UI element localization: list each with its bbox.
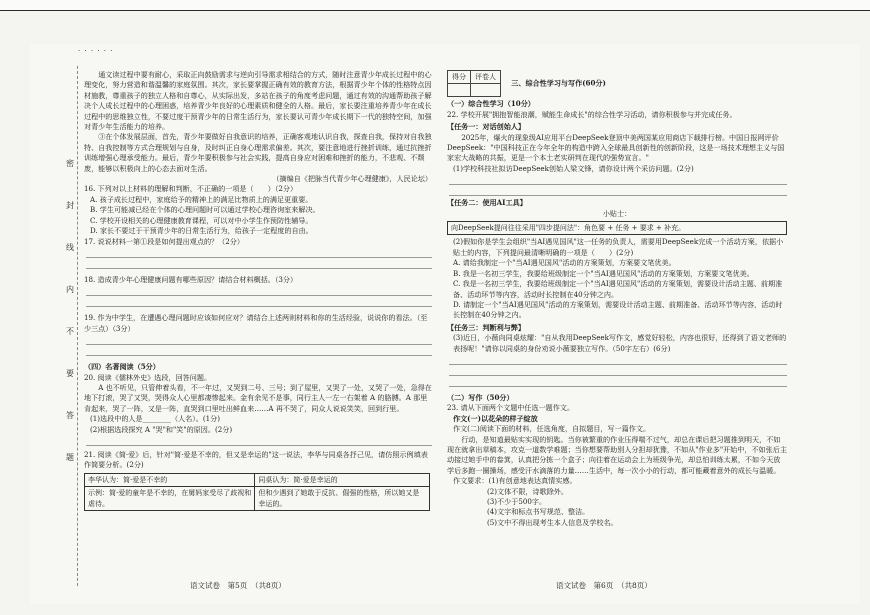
grader-cell[interactable] (471, 84, 501, 97)
question-18: 18. 造成青少年心理健康问题有哪些原因？请结合材料概括。（3分） (84, 274, 298, 284)
answer-line[interactable] (449, 376, 787, 387)
score-cell-label: 得分 (448, 71, 471, 84)
option-d: D. 家长不要过于干预青少年的日常生活行为，给孩子一定程度的自由。 (90, 226, 313, 236)
score-cell[interactable] (448, 84, 471, 97)
answer-line[interactable] (449, 365, 787, 376)
binding-dashed-line (77, 66, 78, 586)
left-page-column (84, 70, 432, 511)
question-20: 20. 阅读《儒林外史》选段，回答问题。 (84, 372, 212, 382)
side-char: 内 (66, 285, 74, 294)
tip-box: 向DeepSeek提问往往采用"四步提问法"：角色要 + 任务 + 要求 + 补充。 (447, 221, 787, 235)
side-char: 不 (66, 327, 74, 336)
task-3-heading: 【任务三：判断利与弊】 (447, 322, 526, 332)
option-b: B. 学生可能减已经在个体的心理问题时可以通过学校心理咨询室来解决。 (90, 205, 320, 215)
answer-line[interactable] (86, 345, 432, 356)
page-footer-left: 语文试卷 第5页 （共8页） (190, 581, 286, 590)
passage-paragraph: ③在个体发展层面，首先，青少年要做好自我意识的培养，正确客观地认识自我，探查自我，保持对自我独特、自我控制等方式合理规划与自身，及时纠正自身心理需求偏差。其次，要注意地进行挫折训练，通过抗挫折训练增强心理承受能力。最后，青少年要积极参与社会实践，提高自身应对困难和挫折的能力，不悲观、不颓废，能够以积极向上的心态去面对生活。 (84, 132, 432, 173)
answer-line[interactable] (86, 435, 432, 446)
section-heading: 三、综合性学习与写作(60分) (511, 78, 606, 88)
analysis-table (84, 473, 430, 511)
table-header: 李华认为：简·爱是不幸的 (85, 473, 255, 486)
answer-line[interactable] (449, 174, 787, 185)
task-1-question: (1)学校科技社拟访DeepSeek创始人梁文锋，请你设计两个采访问题。(2分) (453, 163, 694, 173)
score-box (447, 70, 501, 97)
question-19: 19. 作为中学生，在遭遇心理问题时应该如何应对？请结合上述两则材料和你的生活经验，说说你的看法。（至少三点）（3分） (84, 313, 428, 333)
table-cell[interactable]: 示例：简·爱的童年是不幸的，在舅妈家受尽了歧视和虐待。 (85, 487, 255, 511)
option-b: B. 我是一名初三学生，我要给班级制定一个"当AI遇见国风"活动的方案策划，方案要文笔优美。 (453, 268, 754, 278)
table-header: 同桌认为：简·爱是幸运的 (255, 473, 430, 486)
answer-line[interactable] (449, 354, 787, 365)
option-a: A. 孩子成长过程中，家庭给予的精神上的满足比物质上的满足更重要。 (90, 194, 313, 204)
requirement-item: (5)文中不得出现考生本人信息及学校名。 (487, 517, 618, 527)
task-1-heading: 【任务一：对话创始人】 (447, 122, 526, 132)
header-mark: · · · · · · (78, 47, 114, 55)
subsection-heading: （一）综合性学习（10分） (447, 99, 535, 109)
question-21: 21. 阅读《简·爱》后，针对"简·爱是不幸的，但又是幸运的"这一说法，李华与同桌各抒己见，请仿照示例填表作简要分析。(2分) (84, 449, 428, 470)
answer-line[interactable] (86, 296, 432, 307)
grader-cell-label: 评卷人 (471, 71, 501, 84)
requirement-item: (2)文体不限，诗歌除外。 (487, 486, 568, 496)
table-cell[interactable]: 但和少遇到了她敢于反抗、倔强的性格，所以她又是幸运的。 (255, 487, 430, 511)
option-c: C. 学校开设相关的心理健康教育课程，可以对中小学生作预防性辅导。 (90, 215, 313, 225)
page-footer-right: 语文试卷 第6页 （共8页） (556, 581, 652, 590)
tip-title: 小贴士： (602, 208, 632, 218)
section-heading: （四）名著阅读（5分） (84, 362, 160, 372)
answer-line[interactable] (449, 185, 787, 196)
option-d: D. 请制定一个"当AI遇见国风"活动的方案策划，需要设计活动主题、前期准备、活动环节等内容，活动时长控制在40分钟之内。 (453, 299, 783, 320)
answer-line[interactable] (86, 285, 432, 296)
question-22: 22. 学校开展"拥抱智能浪潮，赋能生命成长"的综合性学习活动，请你积极参与并完成任务。 (447, 109, 737, 119)
side-char: 封 (66, 201, 74, 210)
question-20-passage: A 也不听见，只管伸着头看，不一年过，又哭到二号、三号；到了屋里，又哭了一处，又哭了一处，急得在地下打滚，哭了又哭，哭得众人心里都凄惨起来。金有余见不是事，同行主人一左一右架着 A 的胳膊。A 那里肯起来，哭了一阵，又是一阵，直哭到口里吐出鲜血来……A 再不哭了，同众人说说笑笑，回到行里。 (84, 382, 432, 413)
composition-requirements: 作文要求：(1)有创意地表达真情实感。 (453, 476, 577, 486)
top-band (0, 0, 870, 11)
side-char: 题 (66, 453, 74, 462)
requirement-item: (4)文字和标点书写规范、整洁。 (487, 507, 590, 517)
option-c: C. 我是一名初三学生，我要给班级制定一个"当AI遇见国风"活动的方案策划，需要设计活动主题、前期准备、活动环节等内容，活动时长控制在40分钟之内。 (453, 279, 783, 299)
question-20-1: (1)选段中的人是________（人名）。(1分) (90, 414, 221, 424)
side-char: 线 (66, 243, 74, 252)
question-17: 17. 说说材料一第①段是如何提出观点的？（2分） (84, 236, 244, 246)
answer-line[interactable] (86, 247, 432, 258)
option-a: A. 请给我制定一个"当AI遇见国风"活动的方案策划，方案要文笔优美。 (453, 258, 676, 268)
question-16: 16. 下列对以上材料的理解和判断，不正确的一项是（ ）（2分） (84, 184, 298, 194)
task-2-heading: 【任务二：使用AI工具】 (447, 198, 527, 208)
question-23: 23. 请从下面两个文题中任选一题作文。 (447, 403, 575, 413)
passage-source: （摘编自《把脉当代青少年心理健康》，人民论坛） (272, 174, 432, 184)
passage-paragraph: 通文读过程中要有耐心，采取正向鼓励需求与逆向引导需求相结合的方式，随时注意青少年成长过程中的心理变化，努力营造和谐温馨的家庭氛围。其次，家长要掌握正确有效的教育方法，根据青少年个体的性格特点因材施教，尊重孩子的独立人格和自尊心，从实际出发，多站在孩子的角度考虑问题，通过有效的沟通帮助孩子解决个人成长过程中的心理困惑，培养青少年良好的心理素质和健全的人格。最后，家长要注重培养青少年在成长过程中的思维独立性，不要过度干预青少年的日常生活行为，家长要认可青少年成长期下一代的独特空间，加强对青少年生活能力的培养。 (84, 70, 432, 132)
composition-option-1: 作文(一)以花朵的样子绽放 (453, 413, 538, 423)
subsection-heading: （二）写作（50分） (447, 392, 514, 402)
answer-line[interactable] (86, 334, 432, 345)
side-char: 答 (66, 411, 74, 420)
task-2-question: (2)假如你是学生会组织"当AI遇见国风"这一任务的负责人，需要用DeepSeek完成一个活动方案，依据小贴士的内容，下列提问最清晰明确的一项是（ ）(2分) (453, 237, 784, 257)
composition-material: 行动，是知道最贴实实现的钥匙。当你被繁重的作业压得喘不过气，却总在课后把习题推到明天，不如现在就拿出草稿本，攻克一道数学难题；当你想要帮助别人分担却犹豫，不如从"作业多"开始中，不如张后主动接过她手中的畚箕，认真把分拣一个盒子；向往着在运动会上为班级争光，却总怕训练太累，不如今天放学后多跑一圈操场，感受汗水滴落的力量……生活中，每一次小小的行动，都可能藏着意外的成长与温暖。 (447, 434, 787, 475)
task-1-text: 2025年，爆火的现象级AI应用平台DeepSeek登顶中美两国某应用商店下载排行榜。中国日报网评价DeepSeek："中国科技正在今年全年的构造中跨入全球最具创新性的创新阶段，这是一场技术理想主义与国家宏大战略的共振，更是一个本土老实研判在现代的强势宣言。" (447, 132, 785, 163)
right-page-column (447, 70, 787, 528)
composition-option-2: 作文(二)阅读下面的材料，任选角度，自拟题目，写一篇作文。 (453, 424, 651, 434)
requirement-item: (3)不少于500字。 (487, 497, 547, 506)
answer-line[interactable] (86, 258, 432, 269)
question-20-2: (2)根据选段探究 A "哭"和"笑"的原因。(2分) (90, 424, 233, 434)
side-char: 密 (66, 159, 74, 168)
task-3-question: (3)近日，小薇向同桌炫耀："自从我用DeepSeek写作文，感觉好轻松，内容也很好，还得到了语文老师的表扬呢！"请你以同桌的身份劝说小薇要独立写作。（50字左右）(6分) (453, 333, 787, 353)
side-char: 要 (66, 369, 74, 378)
